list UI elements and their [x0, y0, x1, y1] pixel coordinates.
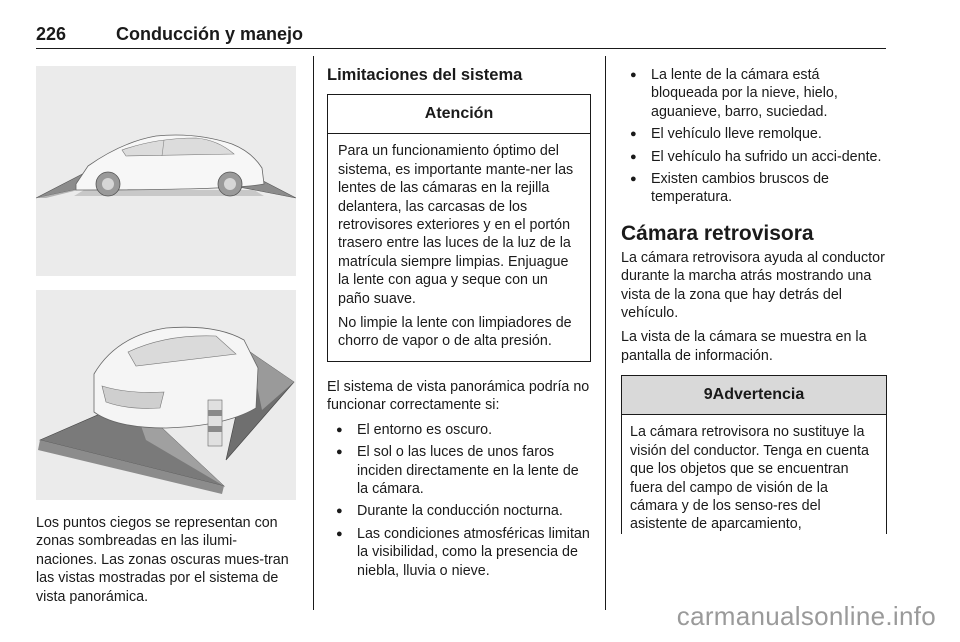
attention-body: [328, 134, 590, 360]
attention-box: [327, 94, 591, 361]
column-right: [621, 66, 887, 534]
page-number: 226: [36, 24, 67, 44]
warning-body: [622, 415, 886, 533]
caption-text: Los puntos ciegos se representan con zonas sombreadas en las ilumi-naciones. Las zonas oscuras mues-tran las vistas mostradas por el sistema de vista panorámica.: [36, 515, 289, 605]
warning-text: La cámara retrovisora no sustituye la visión del conductor. Tenga en cuenta que los objetos que se encuentran fuera del campo de visión de la cámara y de los senso-res del asistente de aparcamiento,: [630, 424, 869, 533]
column-divider-left: [313, 56, 314, 610]
illustration-caption: [36, 514, 298, 606]
list-item: ● La lente de la cámara está bloqueada por la nieve, hielo, aguanieve, barro, suciedad.: [621, 66, 887, 121]
list-item: ● El vehículo lleve remolque.: [621, 125, 887, 143]
warning-title: Advertencia: [712, 386, 805, 404]
limitations-list-continued: [621, 66, 887, 207]
column-middle: [327, 66, 591, 584]
perspective-car-illustration: [36, 290, 296, 500]
warning-icon: 9: [703, 386, 713, 404]
attention-title: Atención: [328, 95, 590, 134]
limitations-intro: El sistema de vista panorámica podría no funcionar correctamente si:: [327, 378, 590, 414]
list-item: ● Las condiciones atmosféricas limitan la visibilidad, como la presencia de niebla, lluvia o nieve.: [327, 525, 591, 580]
list-item: ● El entorno es oscuro.: [327, 421, 591, 439]
section-heading-rear-camera: Cámara retrovisora: [621, 221, 814, 245]
rear-camera-paragraph-2: La vista de la cámara se muestra en la pantalla de información.: [621, 329, 867, 364]
column-divider-right: [605, 56, 606, 610]
attention-paragraph-1: Para un funcionamiento óptimo del sistema, es importante mante-ner las lentes de las cámaras en la rejilla delantera, las carcasas de los retrovisores exteriores y en el portón trasero entre las luces de la luz de la matrícula siempre limpias. Enjuague la lente con agua y seque con un paño suave.: [338, 143, 574, 307]
section-heading-limitations: Limitaciones del sistema: [327, 66, 523, 84]
list-item: ● Existen cambios bruscos de temperatura.: [621, 170, 887, 207]
limitations-list: [327, 421, 591, 580]
chapter-title: Conducción y manejo: [116, 24, 304, 44]
attention-paragraph-2: No limpie la lente con limpiadores de chorro de vapor o de alta presión.: [338, 315, 572, 350]
list-item: ● Durante la conducción nocturna.: [327, 502, 591, 520]
list-item: ● El vehículo ha sufrido un acci-dente.: [621, 148, 887, 166]
side-view-car-illustration: [36, 66, 296, 276]
watermark: carmanualsonline.info: [676, 601, 936, 631]
page-header: [36, 22, 886, 49]
list-item: ● El sol o las luces de unos faros inciden directamente en la lente de la cámara.: [327, 443, 591, 498]
rear-camera-paragraph-1: La cámara retrovisora ayuda al conductor durante la marcha atrás mostrando una vista de la zona que hay detrás del vehículo.: [621, 249, 885, 322]
warning-box: [621, 375, 887, 533]
warning-header: [622, 376, 886, 415]
